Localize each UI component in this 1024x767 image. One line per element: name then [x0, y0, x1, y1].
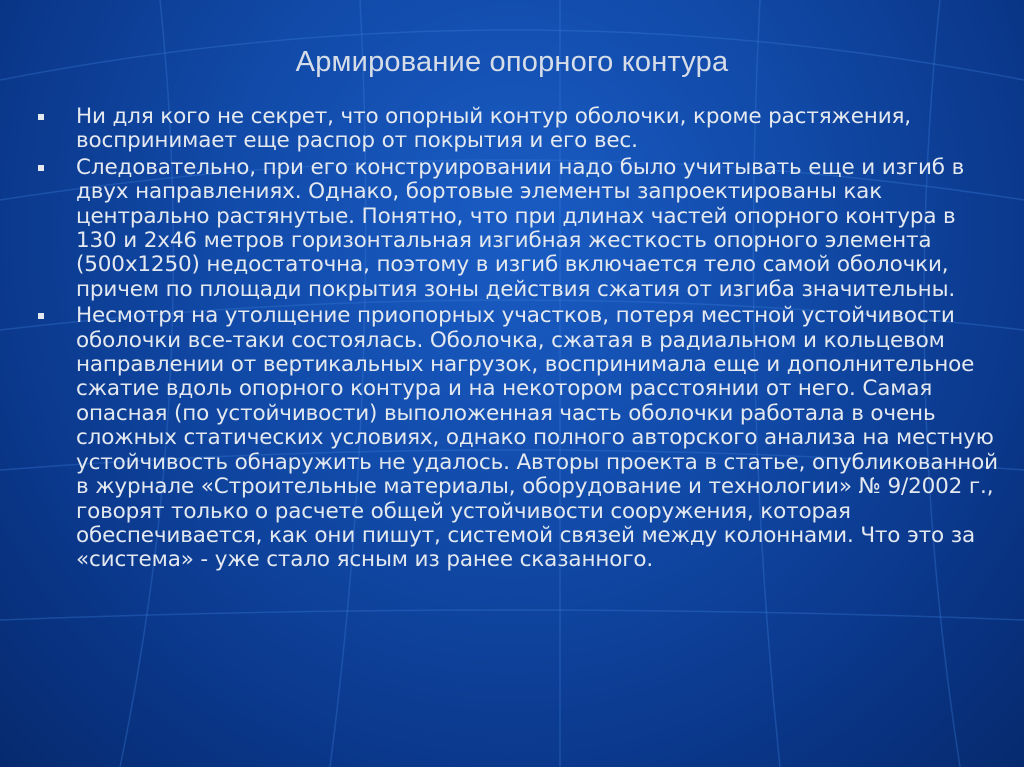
bullet-item [38, 105, 998, 154]
square-bullet-icon [38, 165, 44, 171]
square-bullet-icon [38, 313, 44, 319]
bullet-text: Несмотря на утолщение приопорных участков, потеря местной устойчивости оболочки все-таки состоялась. Оболочка, сжатая в радиальном и кольцевом направлении от вертикальных нагрузок, воспринимала еще и дополнительное сжатие вдоль опорного контура и на некотором расстоянии от него. Самая опасная (по устойчивости) выположенная часть оболочки работала в очень сложных статических условиях, однако полного авторского анализа на местную устойчивость обнаружить не удалось. Авторы проекта в статье, опубликованной в журнале «Строительные материалы, оборудование и технологии» № 9/2002 г., говорят только о расчете общей устойчивости сооружения, которая обеспечивается, как они пишут, системой связей между колоннами. Что это за «система» - уже стало ясным из ранее сказанного. [76, 303, 998, 573]
bullet-text: Ни для кого не секрет, что опорный контур оболочки, кроме растяжения, воспринимает еще распор от покрытия и его вес. [76, 104, 911, 154]
bullet-list [38, 105, 998, 575]
bullet-item [38, 156, 998, 302]
square-bullet-icon [38, 114, 44, 120]
bullet-text: Следовательно, при его конструировании надо было учитывать еще и изгиб в двух направлениях. Однако, бортовые элементы запроектированы как центрально растянутые. Понятно, что при длинах частей опорного контура в 130 и 2х46 метров горизонтальная изгибная жесткость опорного элемента (500х1250) недостаточна, поэтому в изгиб включается тело самой оболочки, причем по площади покрытия зоны действия сжатия от изгиба значительны. [76, 154, 965, 302]
slide-title: Армирование опорного контура [295, 46, 729, 78]
bullet-item [38, 304, 998, 572]
